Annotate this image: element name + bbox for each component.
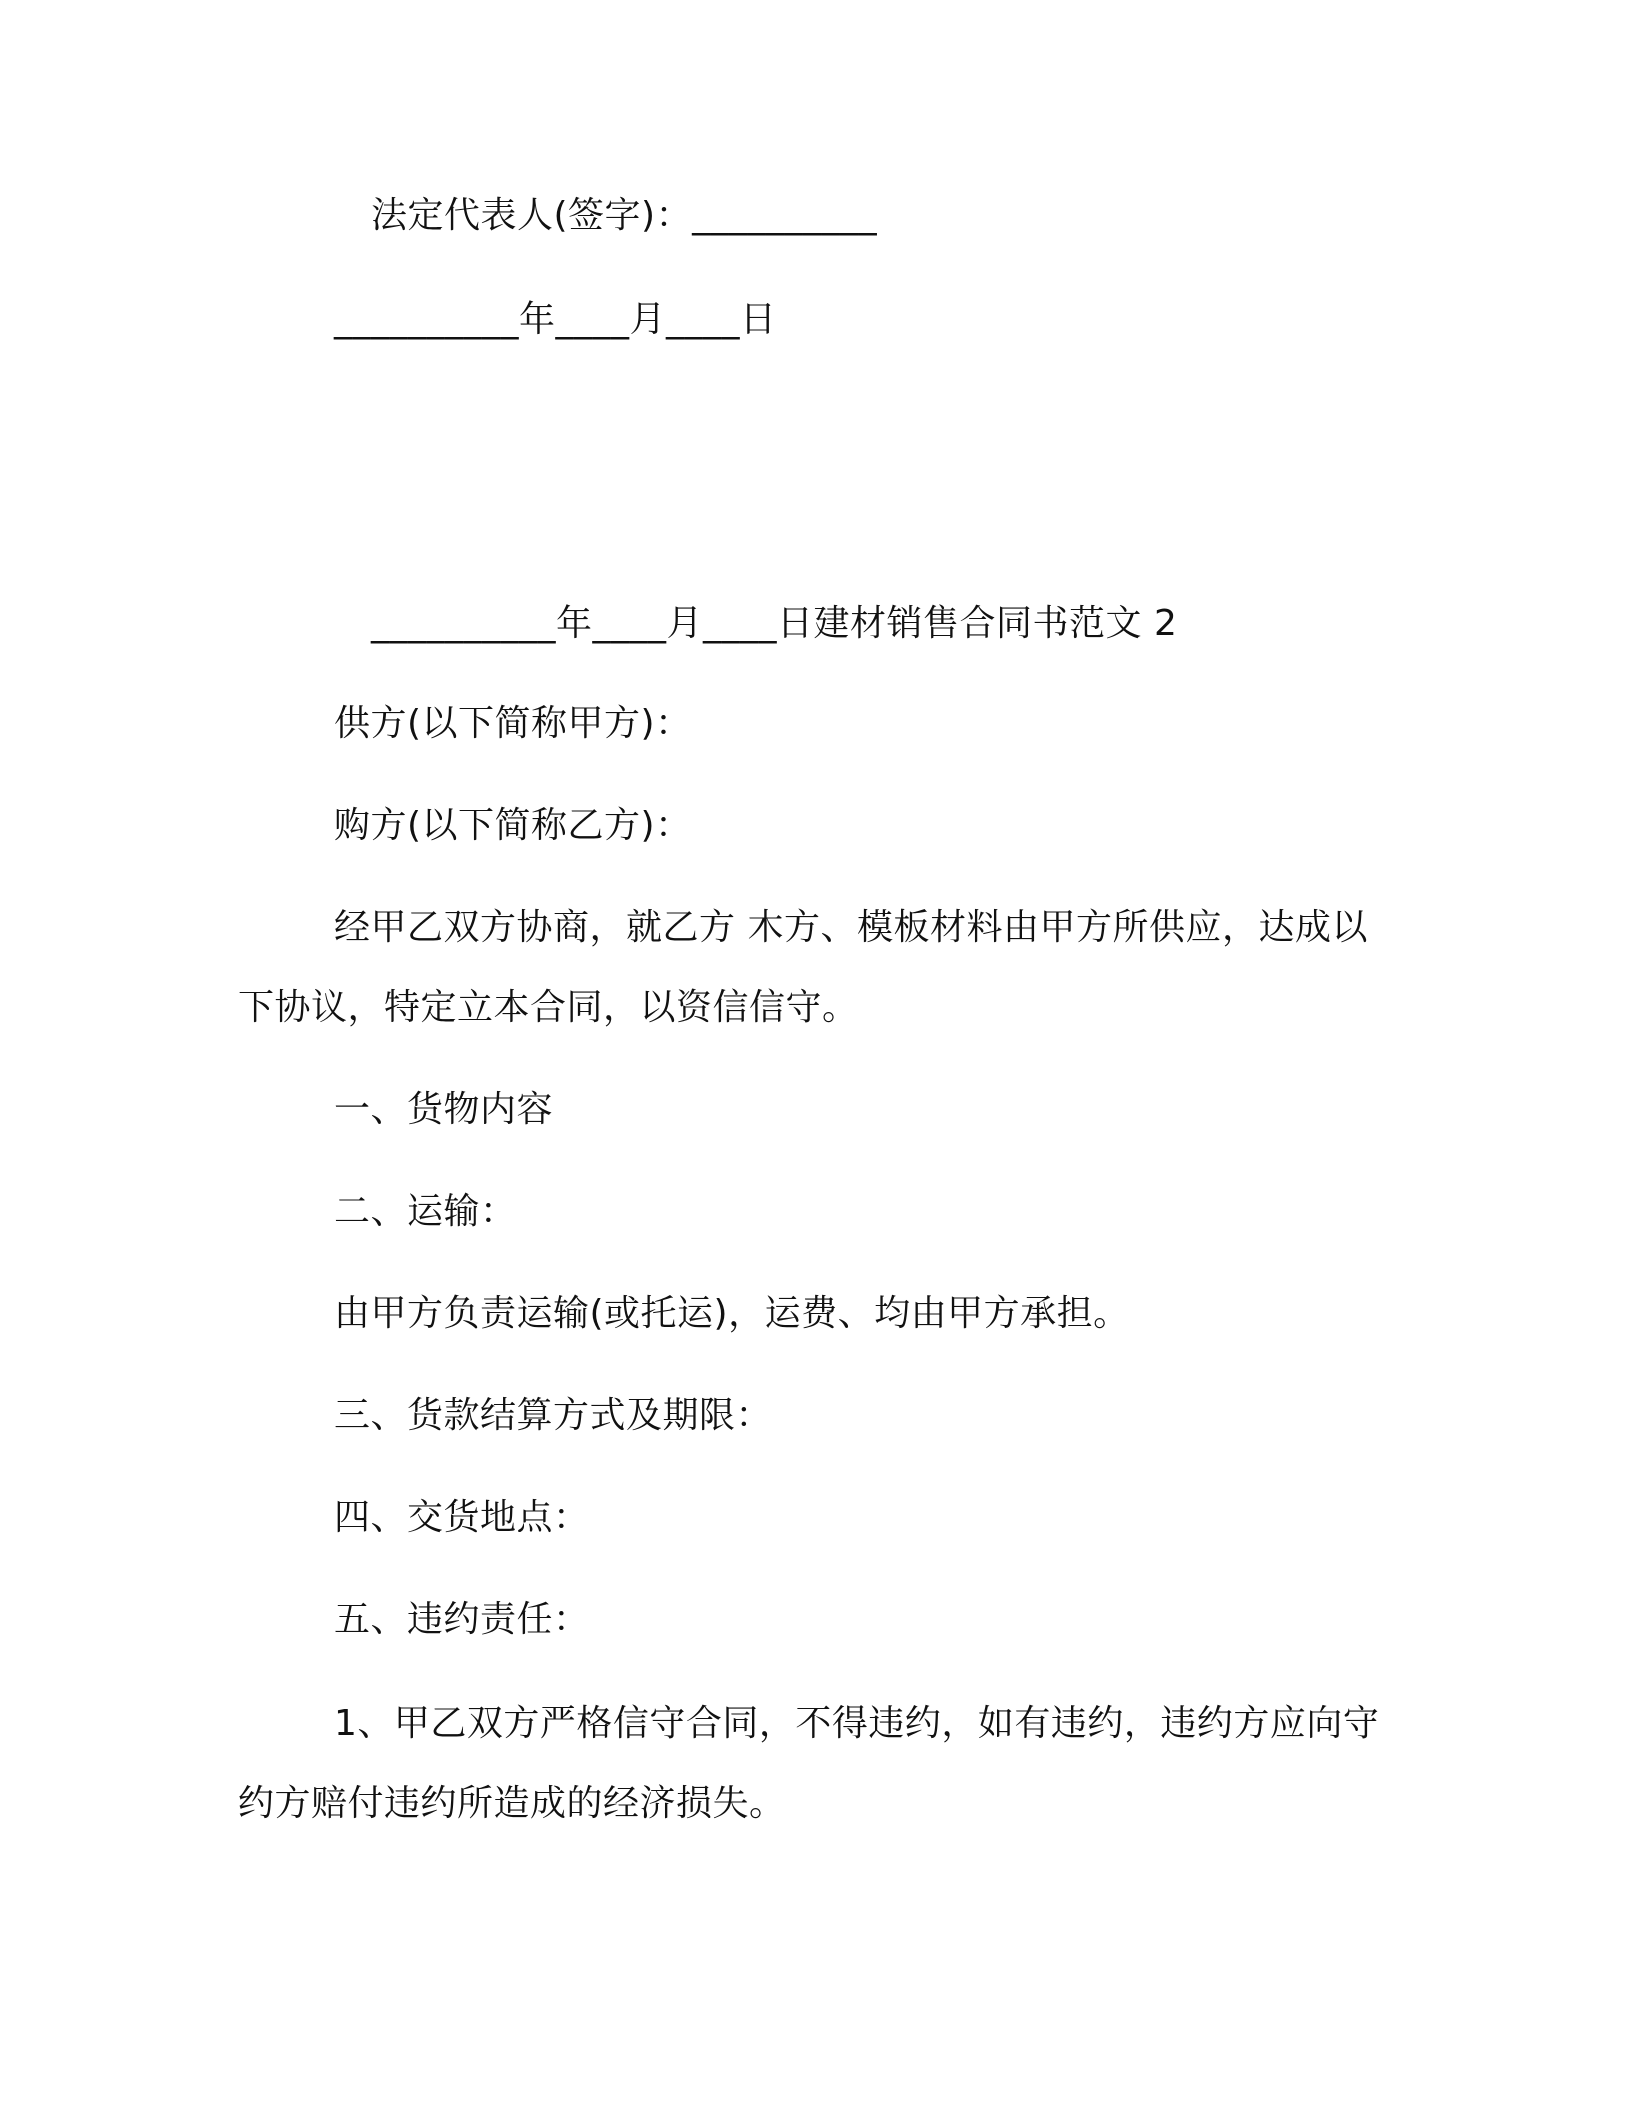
section-heading-payment: 三、货款结算方式及期限： [334, 1395, 773, 1436]
liability-clause-1: 1、甲乙双方严格信守合同，不得违约，如有违约，违约方应向守约方赔付违约所造成的经济损失。 [238, 1703, 1380, 1824]
transport-text: 由甲方负责运输(或托运)，运费、均由甲方承担。 [334, 1293, 1130, 1334]
section-heading-transport: 二、运输： [334, 1191, 517, 1232]
signature-line: 法定代表人(签字)：__________ [371, 195, 878, 236]
intro-paragraph: 经甲乙双方协商，就乙方 木方、模板材料由甲方所供应，达成以下协议，特定立本合同，以资信信守。 [238, 907, 1368, 1028]
section-heading-goods: 一、货物内容 [334, 1089, 554, 1130]
supplier-line: 供方(以下简称甲方)： [334, 703, 692, 744]
section-heading-delivery: 四、交货地点： [334, 1497, 590, 1538]
contract-heading: __________年____月____日建材销售合同书范文 2 [371, 603, 1178, 644]
section-heading-liability: 五、违约责任： [334, 1599, 590, 1640]
buyer-line: 购方(以下简称乙方)： [334, 805, 692, 846]
date-line: __________年____月____日 [334, 299, 777, 340]
